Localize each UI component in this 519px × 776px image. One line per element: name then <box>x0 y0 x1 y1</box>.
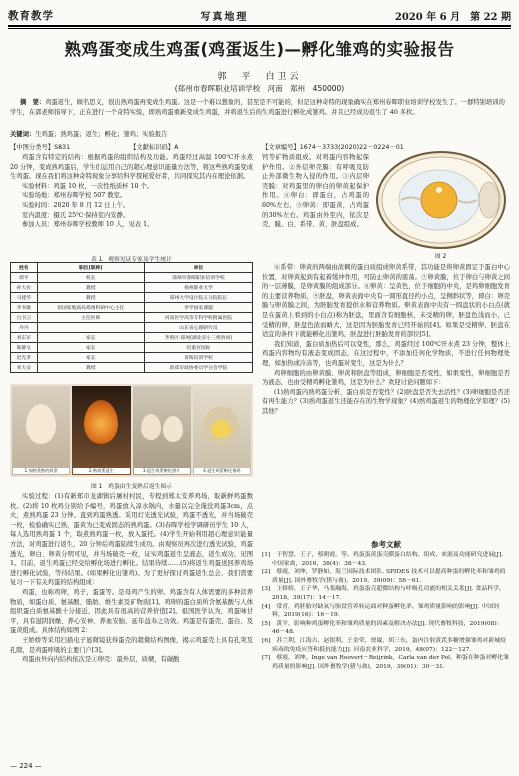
table-cell: 原国家地质局郑州科研中心主任 <box>37 303 144 313</box>
table-cell: 马建华 <box>11 293 38 303</box>
figure-1-caption: 图 1 鸡蛋由生变熟后返生图示 <box>91 484 172 490</box>
table-cell: 河南医学高等专科学校附属医院 <box>144 313 252 323</box>
table-cell: 郑州大学设计院五分院院长 <box>144 293 252 303</box>
table-cell: 青晖培训学校 <box>144 353 252 363</box>
egg-structure-diagram <box>371 147 510 253</box>
photo-3 <box>133 386 191 475</box>
paragraph: 鸡蛋含有特定的结构：根据鸡蛋的组织结构及功能。鸡蛋经过高温 100℃开水煮 20 分钟，变成熟鸡蛋后，学生们运用自己的超心理意识能量方法等，将这些熟鸡蛋变成生鸡蛋。现在我们将这种奇特现象分享给科学探秘爱好者，共同探究其内在理论依据。 <box>10 154 253 181</box>
table-row <box>11 363 253 373</box>
table-cell: 丹丹 <box>11 323 38 333</box>
paragraph: 鸡卵细胞的由卵黄膜、卵黄和胚盘等组成，卵细胞是否变性，如果变性，卵细胞是否为液态，也由受精鸡孵化雏鸡，这是为什么？欢迎讨论问题如下： <box>262 369 510 387</box>
personnel-table <box>10 262 253 373</box>
table-cell: 陈静文 <box>11 343 38 353</box>
table-cell: 教授 <box>37 363 144 373</box>
table-cell: 李书敏 <box>11 303 38 313</box>
table-cell: 赵光孝 <box>11 353 38 363</box>
table-row <box>11 323 253 333</box>
table-cell: 郭平 <box>11 273 38 283</box>
reference-item: [5] 黄平，影响种鸡蛋孵化率和雏鸡质量的因素及解决办法[J]. 现代畜牧科技，2019(08)：46－48. <box>262 620 503 636</box>
table-row <box>11 343 253 353</box>
table-cell: 郑州市春晖职业培训学校 <box>144 273 252 283</box>
clc-number: 【中图分类号】S831 <box>10 144 71 151</box>
keywords-label: 关键词： <box>10 131 36 138</box>
table-cell: 刘东军 <box>11 333 38 343</box>
photo-4 <box>193 386 251 475</box>
paragraph: 实验时间：2020 年 8 月 12 日上午。 <box>22 201 130 209</box>
journal-section: 教育教学 <box>8 9 54 22</box>
header-rule <box>8 25 511 27</box>
abstract-text: 鸡蛋返生，顾名思义，很出熟鸡蛋再变成生鸡蛋。这是一个难以想象的，甚至是不可能的，但是这种奇特的现象确实在郑州春晖职业培训学校发生了。一群特别培训的学生，在郭老师指导下，正在进行一个奇特实验，即熟鸡蛋重新变成生鸡蛋，并将返生后的生鸡蛋进行孵化成雏鸡。并且已经成功返生了 40 多枚。 <box>10 99 505 116</box>
table-header-cell: 单位 <box>144 263 252 273</box>
table-header-cell: 姓名 <box>11 263 38 273</box>
paragraph: 实验场地：郑州春晖学校 507 教室。 <box>22 192 127 200</box>
table-row <box>11 313 253 323</box>
table-cell: 白卫云 <box>11 313 38 323</box>
page-number: — 224 — <box>10 762 42 770</box>
table-cell: 教授 <box>37 283 144 293</box>
running-header <box>8 6 511 24</box>
table-cell: 培童宫国际 <box>144 343 252 353</box>
right-column-top <box>262 153 369 230</box>
reference-item: [1] 于智慧，王子，蔡朝霞，等。鸡蛋蛋黄蛋壳膜蛋白结构、组成、来源及功能研究进展[J]. 中国家禽，2016，38(4)：38－43. <box>262 552 504 567</box>
photo-label: 2.熟鸡蛋返生 <box>73 468 129 474</box>
paragraph: 鸡蛋由外向内结构依次是①卵壳：最外层，质硬，有碳酸 <box>22 656 180 664</box>
table-cell: 家长 <box>37 343 144 353</box>
table-row <box>11 283 253 293</box>
photo-2 <box>72 386 130 475</box>
reference-item: [2] 蔡霞，刘坤，罗静如，海兰国际技术团队. SPIDES 技术可以提高种蛋的孵化率和雏鸡的质量[J]. 国外畜牧学(猪与禽)，2019，39(09)：58－61. <box>262 569 506 584</box>
egg-candled-shape <box>84 400 118 444</box>
egg-shape <box>163 416 183 442</box>
photo-label: 4.返生鸡蛋孵化雏鸡 <box>194 468 250 474</box>
paragraph: 鸡蛋，也称鸡卵，鸡子，蛋蛋等。是母鸡产生的卵。鸡蛋含有人体需要的多种营养物质，如蛋白质、氨基酸、脂肪、维生素及矿物质[1]。鸡卵的蛋白质所含氨基酸与人体组织蛋白质氨基酸十分接近，因此具有很高的营养价值[2]。祖国医学认为，鸡蛋味甘平，具有滋阴润燥、养心安神，养血安胎，延年益寿之功效。鸡蛋是有蛋壳、蛋白、及蛋黄组成。具体结构如图 2： <box>10 588 253 635</box>
table-cell <box>37 323 144 333</box>
table-cell: 家长 <box>37 353 144 363</box>
table-cell: 扬州职业大学 <box>144 283 252 293</box>
abstract <box>10 98 510 117</box>
air-cell <box>479 182 499 218</box>
reference-item: [6] 苏兰利，江海吉，赵银利，王金荣，贾崴，胡三东，蛋内注射黄芪多糖增强雏鸡对新城疫病毒的免疫应答和抵抗能力[J]. 河南农业科学，2019，48(07)：122－127. <box>262 637 506 653</box>
table-cell: 刘大安 <box>11 363 38 373</box>
paragraph: 实验过程：(1)有新郑市龙湖镇后屠村村民，专程到郑太安养鸡场，取新鲜鸡蛋数枚。(2)将 10 枚鸡分别给予编号，鸡蛋放入凉水锅内，水量以完全淹没鸡蛋3cm，点火，煮熟鸡蛋 23 分钟。直到鸡蛋熟透。采用灯光透光试验，鸡蛋不透光，并当场破壳一枚，检验确实已熟，蛋黄为已变成固态的熟鸡蛋。(3)春晖学校学调研员学生 10 人，每人选用熟鸡蛋 1 个，取煮熟鸡蛋一枚，放入蛋托。(4)学生开始利用超心理意识能量方法，对鸡蛋进行返生，20 分钟后鸡蛋陆续生成功。由观察员再次进行透光试验，鸡蛋透光，卵白、卵黄分明可见，并当场破壳一枚，证实鸡蛋返生呈液态，返生成功，见图1。目前，返生鸡蛋已经交给孵化场进行孵化。结果待续……(5)将返生鸡蛋送回养鸡场进行孵化试验，等待结果。(如果孵化出雏鸡)。为了更好探讨鸡蛋返生总会，我们需要复习一下有关鸡蛋的结构组成： <box>10 493 253 587</box>
table-cell: 教授 <box>37 293 144 303</box>
table-row <box>11 333 253 343</box>
paragraph: 实验材料：鸡蛋 10 枚，一次性纸质杯 10 个。 <box>22 182 154 190</box>
table-cell: 主任医师 <box>37 313 144 323</box>
references-heading: 参考文献 <box>371 540 401 549</box>
germinal-disc <box>436 187 442 193</box>
table-header-cell: 职位(职称) <box>37 263 144 273</box>
paragraph: 王娇娇等采用扫描电子显微镜获得蛋壳的超微结构图像，揭示鸡蛋壳上具有孔突及孔隙，是鸡蛋呼吸的主要门户[3]。 <box>10 636 253 654</box>
journal-name: 写真地理 <box>200 11 249 23</box>
paragraph: 钙等矿物质组成。对鸡蛋内容物起保护作用。②外层卵壳膜：有呼吸及防止外部微生物入侵的作用。③内层卵壳膜：对鸡蛋里的卵白的卵黄起保护作用。④卵白：即蛋白，占鸡蛋的60%左右，⑤卵黄：即蛋黄，占鸡蛋的30%左右。鸡蛋由外至内，依次是壳、膜、白、系带、黄、胚盘组成。 <box>262 154 369 229</box>
reference-item: [3] 王娇娇，王子华，马斐瀚海，鸡蛋蛋壳超微结构与呼吸孔功能的相关关系[J]. 食品科学，2018，39(17)：14－17. <box>262 586 505 601</box>
table-cell: 新郑市政协委员学分会学院 <box>144 363 252 373</box>
table-cell: 山东省心理研究员 <box>144 323 252 333</box>
photo-label: 3.返生鸡蛋孵化照片 <box>134 468 190 474</box>
table-cell: 齐鲁区·郑州(湖北省小三组协同) <box>144 333 252 343</box>
article-number: 【文章编号】1674－3733(2020)22－0224－01 <box>262 144 404 151</box>
authors: 郭 平 白卫云 <box>217 72 302 82</box>
issue-info: 2020 年 6 月 第 22 期 <box>394 11 511 23</box>
reference-item: [7] 蔡霞，刘坤，Inge van Roovert－Reijrink，Carla van der Pol，种蛋在种蛋对孵化雏鸡质量的影响[J]. 国外畜牧学(猪与禽)，2019，39(01)：30－31. <box>262 655 509 670</box>
egg-shape <box>141 414 161 440</box>
table-row <box>11 303 253 313</box>
header-rule-thin <box>8 28 511 29</box>
left-column-body <box>10 492 253 665</box>
chick-shape <box>211 420 231 438</box>
left-column-intro <box>10 153 253 230</box>
references-list <box>262 551 510 671</box>
doc-code: 【文献标识码】A <box>130 144 179 151</box>
photo-label: 1.加热煮熟的鸡蛋 <box>13 468 69 474</box>
figure-2-caption: 图 2 <box>434 254 447 260</box>
paragraph: ⑥系带：卵黄的两端由浓稠的蛋白质组成卵黄系带，其功能是将卵黄固定于蛋白中心位置，对卵黄起到有起着缓冲作用，可防止卵黄的震荡。⑦卵黄膜，位于卵白与卵黄之间的一层薄膜，是卵黄膜的组成部分。⑧卵黄：呈黄色，位于细胞的中央，是鸡卵细胞发育的主要营养物质，⑨胚盘，卵黄表面中央有一圆形直径约小点，呈侧斜状等，即白：卵壳膜与卵黄膜之间，为胚胎发育提供水和营养物质。卵黄表面中央有一圆盘状的小白点(就是在蛋黄上看到的小白点)称为胚盘，里面含有细胞核，未受精的卵，胚盘色浅而小，已受精的卵，胚盘色浓而略大，这是因为胚胎发育已经开始的[4]。如果是受精卵，胚盘在适宜的条件下就能孵化出雏鸡，胚盘进行胚胎发育的部位[5]。 <box>262 264 510 339</box>
table-row <box>11 273 253 283</box>
paper-title: 熟鸡蛋变成生鸡蛋(鸡蛋返生)—孵化雏鸡的实验报告 <box>64 40 455 59</box>
table-cell: 家长 <box>37 333 144 343</box>
figure-1-photos <box>10 384 253 477</box>
table-cell: 校长 <box>37 273 144 283</box>
table-cell: 李学国家课题 <box>144 303 252 313</box>
affiliation: (郑州市春晖职业培训学校 河南 郑州 450000) <box>174 84 345 93</box>
table-row <box>11 353 253 363</box>
keywords-text: 生鸡蛋；熟鸡蛋；返生；孵化；雏鸡；实验报告 <box>35 131 168 138</box>
keywords <box>10 129 510 138</box>
egg-shape <box>26 404 56 444</box>
right-column-body <box>262 263 510 417</box>
abstract-label: 摘 要： <box>20 99 46 106</box>
photo-1 <box>12 386 70 475</box>
paragraph: 我们知道，蛋白质加热后可以变性，那么，鸡蛋经过 100℃开水煮 23 分钟，整体上鸡蛋内容物均有液态变成固态，在这过程中，不添加任何化学物质，不进行任何物理处理，如加热或冷冻等，也鸡蛋对变生，这是为什么？ <box>262 340 510 367</box>
table-cell: 孙大民 <box>11 283 38 293</box>
table-header-row <box>11 263 253 273</box>
table-row <box>11 293 253 303</box>
reference-item: [4] 常青，鸡胚胎对缺氧与胎盘营养转运面对种蛋孵化率、雏鸡质量影响的影响[J]. 中国饲料，2019(16)：16－19. <box>262 603 499 619</box>
paragraph: (1)熟鸡蛋内熟鸡蛋分析，蛋白质是否变性？(2)胚盘是否失去活性？(3)卵细胞是否还有再生能力？(3)熟鸡蛋返生还能存在的生物学现象？(4)熟鸡蛋返生的物理化学原理？(5)其他？ <box>262 388 510 415</box>
table-caption: 表 1 观察见证专家及学生统计 <box>91 257 172 263</box>
paragraph: 室内温度：摄氏 25℃·保持室内安静。 <box>22 211 130 219</box>
paragraph: 参加人员：郑州春晖学校教师 10 人，见表 1。 <box>22 221 154 229</box>
